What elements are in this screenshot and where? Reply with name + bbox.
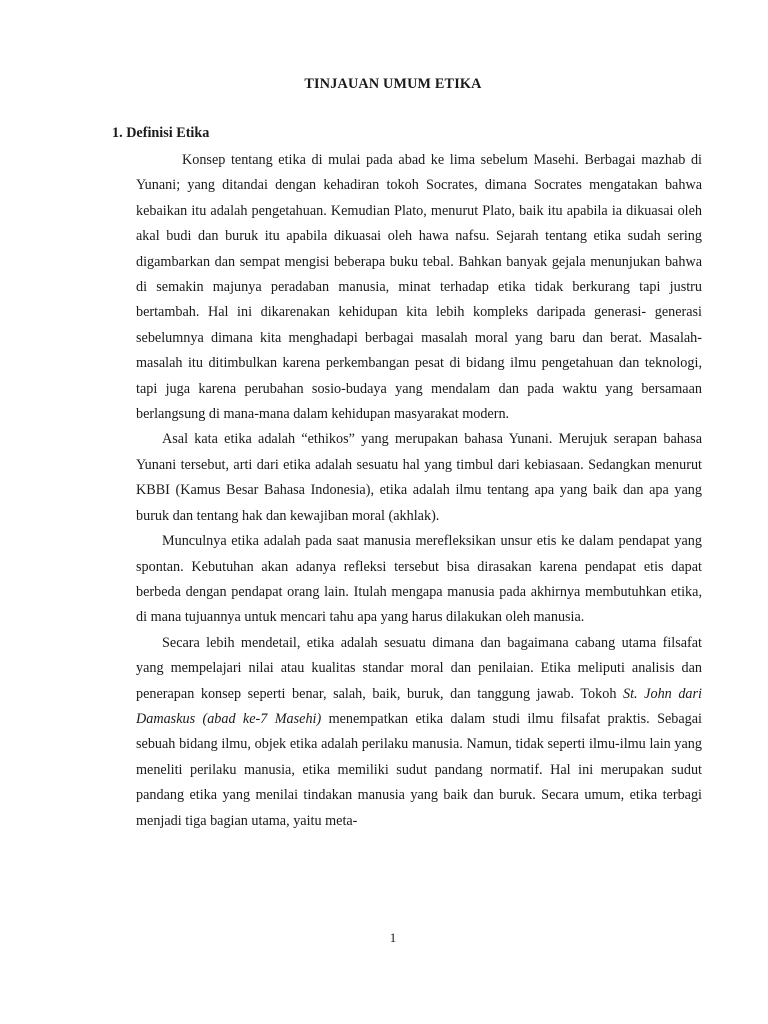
paragraph-4 <box>136 631 702 834</box>
page-number: 1 <box>389 930 397 945</box>
document-title: TINJAUAN UMUM ETIKA <box>304 76 482 92</box>
paragraph-2: Asal kata etika adalah “ethikos” yang merupakan bahasa Yunani. Merujuk serapan bahasa Yunani tersebut, arti dari etika adalah sesuatu hal yang timbul dari kebiasaan. Sedangkan menurut KBBI (Kamus Besar Bahasa Indonesia), etika adalah ilmu tentang apa yang baik dan apa yang buruk dan tentang hak dan kewajiban moral (akhlak). <box>136 431 702 524</box>
paragraph-4-emphasis: St. John dari Damaskus (abad ke-7 Masehi) <box>136 685 702 727</box>
paragraph-1: Konsep tentang etika di mulai pada abad ke lima sebelum Masehi. Berbagai mazhab di Yunani; yang ditandai dengan kehadiran tokoh Socrates, dimana Socrates mengatakan bahwa kebaikan itu adalah pengetahuan. Kemudian Plato, menurut Plato, baik itu apabila ia dikuasai oleh akal budi dan buruk itu apabila dikuasai oleh hawa nafsu. Sejarah tentang etika sudah sering digambarkan dan sempat mengisi beberapa buku tebal. Bahkan banyak gejala menunjukan bahwa di semakin majunya peradaban manusia, minat terhadap etika tidak berkurang tapi justru bertambah. Hal ini dikarenakan kehidupan kita lebih kompleks daripada generasi- generasi sebelumnya dimana kita menghadapi berbagai masalah moral yang baru dan berat. Masalah-masalah itu ditimbulkan karena perkembangan pesat di bidang ilmu pengetahuan dan teknologi, tapi juga karena perubahan sosio-budaya yang mendalam dan pada waktu yang bersamaan berlangsung di mana-mana dalam kehidupan masyarakat modern. <box>136 152 702 423</box>
section-heading: 1. Definisi Etika <box>112 125 210 141</box>
paragraph-3: Munculnya etika adalah pada saat manusia merefleksikan unsur etis ke dalam pendapat yang spontan. Kebutuhan akan adanya refleksi tersebut bisa dirasakan karena pendapat etis dapat berbeda dengan pendapat orang lain. Itulah mengapa manusia pada akhirnya membutuhkan etika, di mana tujuannya untuk mencari tahu apa yang harus dilakukan oleh manusia. <box>136 533 702 626</box>
document-body <box>136 148 702 834</box>
paragraph-4-text-after: menempatkan etika dalam studi ilmu filsafat praktis. Sebagai sebuah bidang ilmu, objek etika adalah perilaku manusia. Namun, tidak seperti ilmu-ilmu lain yang meneliti perilaku manusia, etika memiliki sudut pandang normatif. Hal ini merupakan sudut pandang etika yang menilai tindakan manusia yang baik dan buruk. Secara umum, etika terbagi menjadi tiga bagian utama, yaitu meta- <box>136 710 702 829</box>
paragraph-4-text-before: Secara lebih mendetail, etika adalah sesuatu dimana dan bagaimana cabang utama filsafat yang mempelajari nilai atau kualitas standar moral dan penilaian. Etika meliputi analisis dan penerapan konsep seperti benar, salah, baik, buruk, dan tanggung jawab. Tokoh <box>136 634 702 702</box>
